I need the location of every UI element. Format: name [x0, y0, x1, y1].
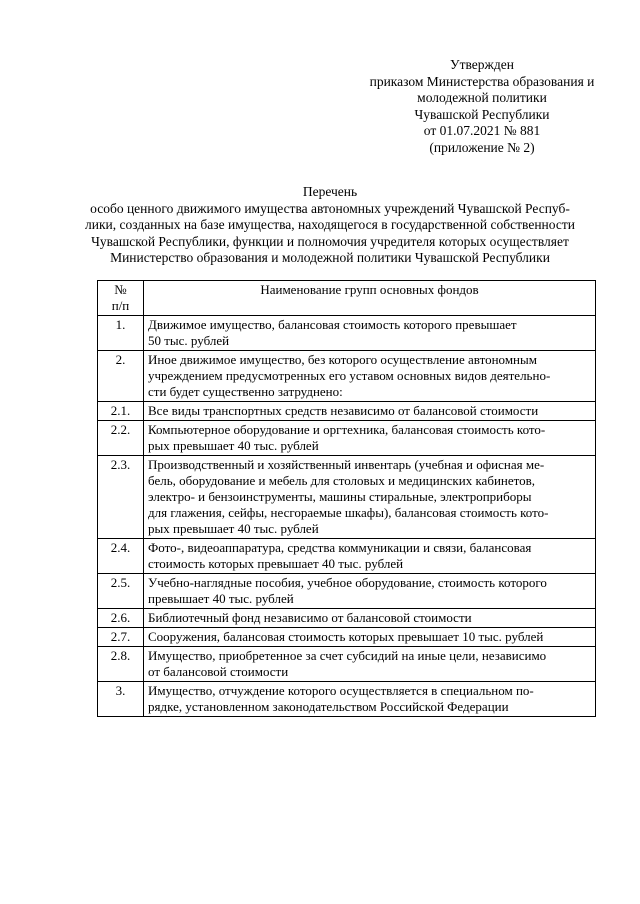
row-description-line: Производственный и хозяйственный инвентарь (учебная и офисная ме- [148, 457, 545, 472]
row-description-line: Учебно-наглядные пособия, учебное оборудование, стоимость которого [148, 575, 547, 590]
approval-line: приказом Министерства образования и [369, 73, 595, 89]
document-heading [60, 184, 600, 267]
row-number: 3. [98, 682, 144, 717]
row-number: 2.7. [98, 628, 144, 647]
row-description [144, 628, 596, 647]
row-number: 2.1. [98, 402, 144, 421]
row-description-line: рых превышает 40 тыс. рублей [148, 438, 319, 453]
row-description [144, 316, 596, 351]
header-number-sublabel: п/п [111, 298, 130, 313]
row-description [144, 351, 596, 402]
approval-line: Утвержден [450, 57, 514, 72]
document-subtitle-line: особо ценного движимого имущества автономных учреждений Чувашской Респуб- [90, 200, 570, 216]
document-subtitle-line: Чувашской Республики, функции и полномочия учредителя которых осуществляет [91, 233, 569, 249]
row-description-line: электро- и бензоинструменты, машины стиральные, электроприборы [148, 489, 532, 504]
approval-line: Чувашской Республики [414, 106, 550, 122]
table-row [98, 316, 596, 351]
header-name-cell: Наименование групп основных фондов [144, 281, 596, 316]
table-row [98, 351, 596, 402]
approval-stamp [362, 57, 602, 156]
header-number-label: № [114, 282, 127, 297]
row-description-line: стоимость которых превышает 40 тыс. рублей [148, 556, 404, 571]
row-description-line: превышает 40 тыс. рублей [148, 591, 294, 606]
table-row [98, 609, 596, 628]
row-number: 2.8. [98, 647, 144, 682]
row-description-line: 50 тыс. рублей [148, 333, 230, 348]
row-description-line: рых превышает 40 тыс. рублей [148, 521, 319, 536]
table-row [98, 628, 596, 647]
approval-line: от 01.07.2021 № 881 [423, 123, 541, 138]
table-row [98, 402, 596, 421]
document-title: Перечень [302, 184, 358, 199]
row-description-line: рядке, установленном законодательством Российской Федерации [148, 699, 509, 714]
row-description-line: Имущество, отчуждение которого осуществляется в специальном по- [148, 683, 534, 698]
assets-table [97, 280, 596, 717]
row-description-line: для глажения, сейфы, несгораемые шкафы), балансовая стоимость кото- [148, 505, 549, 520]
row-description-line: Иное движимое имущество, без которого осуществление автономным [148, 352, 537, 367]
table-body [98, 316, 596, 717]
table-row [98, 647, 596, 682]
table-row [98, 421, 596, 456]
row-number: 2.6. [98, 609, 144, 628]
row-description-line: бель, оборудование и мебель для столовых и медицинских кабинетов, [148, 473, 536, 488]
row-description [144, 421, 596, 456]
row-description [144, 609, 596, 628]
row-description-line: Фото-, видеоаппаратура, средства коммуникации и связи, балансовая [148, 540, 532, 555]
table-row [98, 456, 596, 539]
table-row [98, 539, 596, 574]
row-description-line: Движимое имущество, балансовая стоимость которого превышает [148, 317, 517, 332]
row-description [144, 539, 596, 574]
row-number: 1. [98, 316, 144, 351]
row-description [144, 682, 596, 717]
document-subtitle-line: лики, созданных на базе имущества, находящегося в государственной собственности [85, 217, 575, 232]
row-description [144, 456, 596, 539]
row-description-line: Все виды транспортных средств независимо от балансовой стоимости [148, 403, 539, 418]
row-number: 2.4. [98, 539, 144, 574]
table-row [98, 574, 596, 609]
row-description-line: сти будет существенно затруднено: [148, 384, 343, 399]
row-description-line: Библиотечный фонд независимо от балансовой стоимости [148, 610, 472, 625]
row-description-line: учреждением предусмотренных его уставом основных видов деятельно- [148, 368, 551, 383]
row-description [144, 574, 596, 609]
row-description [144, 647, 596, 682]
row-description-line: Компьютерное оборудование и оргтехника, балансовая стоимость кото- [148, 422, 546, 437]
table-row [98, 682, 596, 717]
row-description-line: Сооружения, балансовая стоимость которых превышает 10 тыс. рублей [148, 629, 544, 644]
row-number: 2. [98, 351, 144, 402]
approval-line: (приложение № 2) [429, 139, 535, 155]
document-subtitle-line: Министерство образования и молодежной политики Чувашской Республики [110, 250, 550, 265]
row-description-line: Имущество, приобретенное за счет субсидий на иные цели, независимо [148, 648, 547, 663]
row-number: 2.3. [98, 456, 144, 539]
row-number: 2.2. [98, 421, 144, 456]
approval-line: молодежной политики [417, 90, 547, 105]
header-number-cell [98, 281, 144, 316]
row-number: 2.5. [98, 574, 144, 609]
row-description [144, 402, 596, 421]
row-description-line: от балансовой стоимости [148, 664, 289, 679]
table-header-row [98, 281, 596, 316]
